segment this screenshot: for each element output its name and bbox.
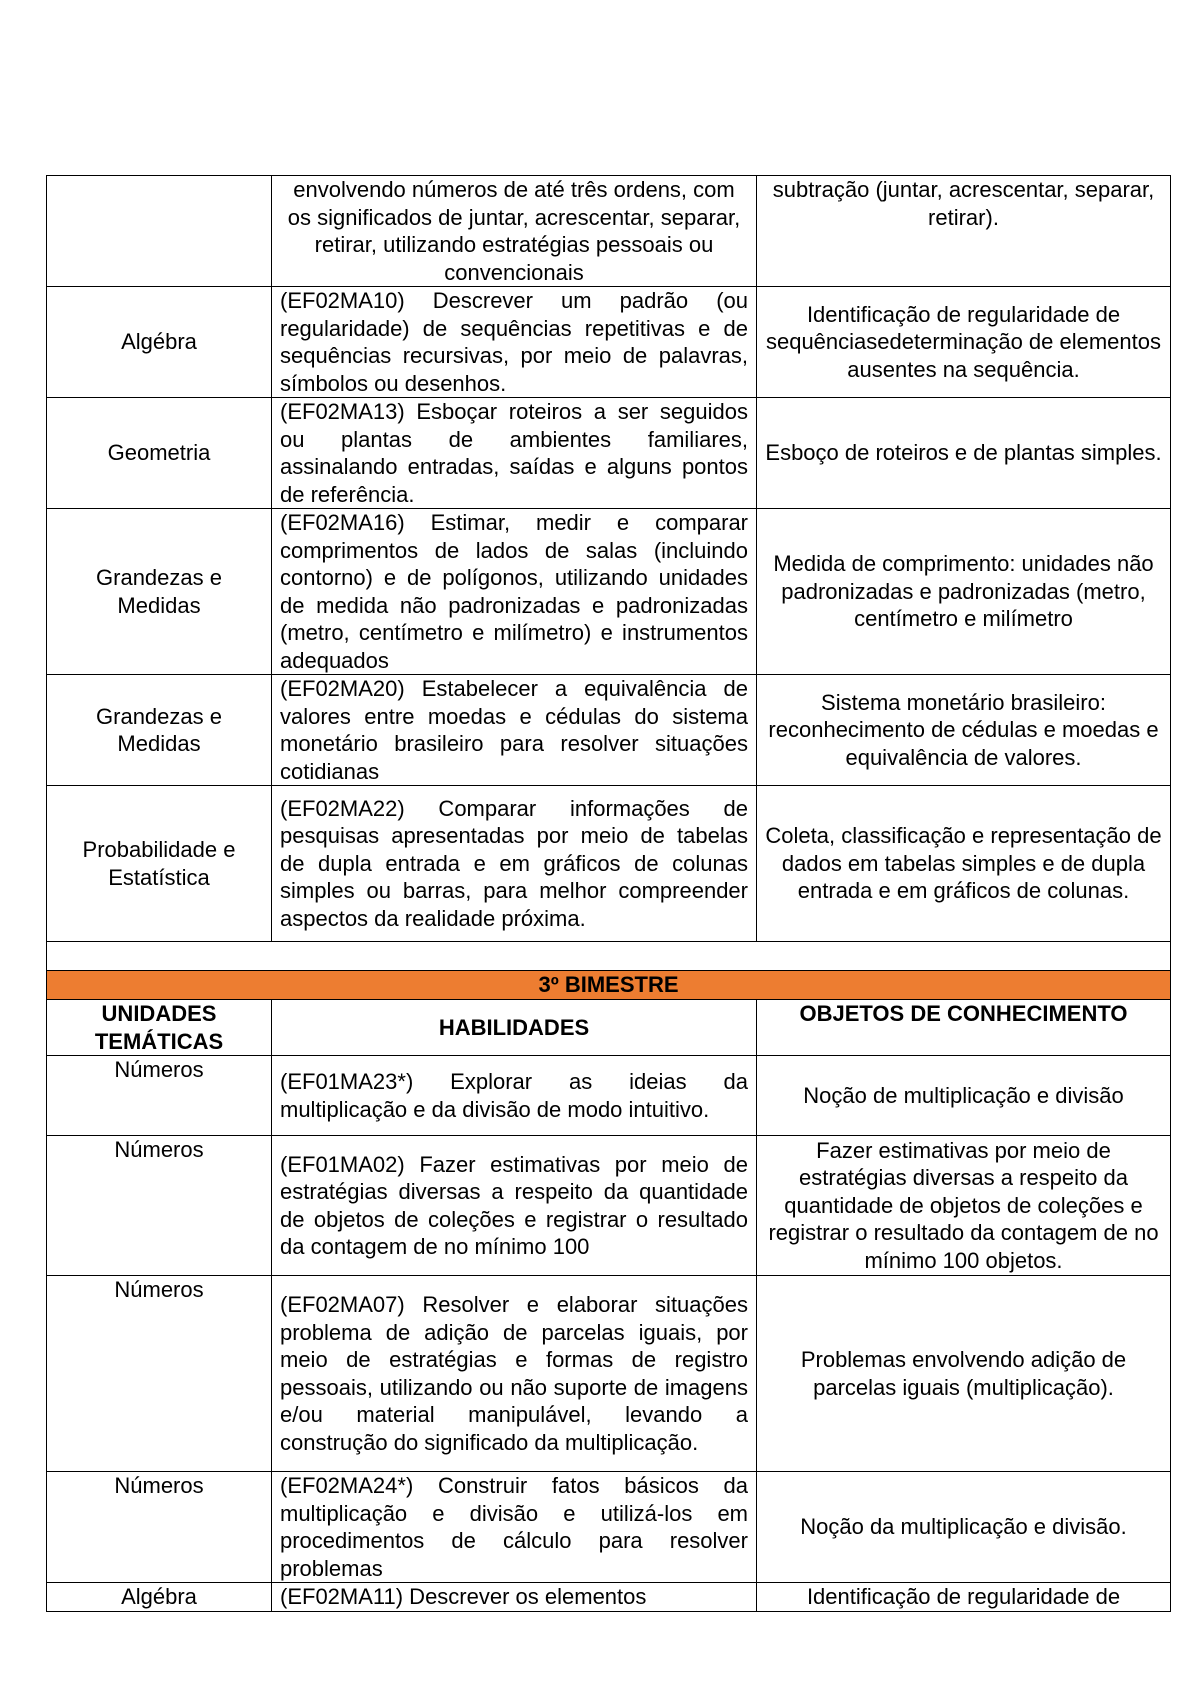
skill-cell: (EF02MA24*) Construir fatos básicos da multiplicação e divisão e utilizá-los em procedimentos de cálculo para resolver problemas [272, 1472, 757, 1583]
object-cell: Fazer estimativas por meio de estratégias diversas a respeito da quantidade de objetos de coleções e registrar o resultado da contagem de no mínimo 100 objetos. [757, 1136, 1171, 1276]
unit-cell [47, 176, 272, 287]
skill-cell: (EF02MA10) Descrever um padrão (ou regularidade) de sequências repetitivas e de sequências recursivas, por meio de palavras, símbolos ou desenhos. [272, 287, 757, 398]
skill-cell: (EF02MA07) Resolver e elaborar situações problema de adição de parcelas iguais, por meio de estratégias e formas de registro pessoais, utilizando ou não suporte de imagens e/ou material manipulável, levando a construção do significado da multiplicação. [272, 1276, 757, 1472]
table-row [47, 509, 1171, 675]
unit-cell: Números [47, 1472, 272, 1583]
table-row [47, 1056, 1171, 1136]
table-row [47, 675, 1171, 786]
spacer-row [47, 942, 1171, 971]
skill-cell: (EF01MA23*) Explorar as ideias da multiplicação e da divisão de modo intuitivo. [272, 1056, 757, 1136]
unit-cell: Grandezas e Medidas [47, 509, 272, 675]
object-cell: Identificação de regularidade de sequênciasedeterminação de elementos ausentes na sequência. [757, 287, 1171, 398]
table-row [47, 1136, 1171, 1276]
object-cell: Sistema monetário brasileiro: reconhecimento de cédulas e moedas e equivalência de valores. [757, 675, 1171, 786]
object-cell: Problemas envolvendo adição de parcelas iguais (multiplicação). [757, 1276, 1171, 1472]
skill-cell: (EF02MA13) Esboçar roteiros a ser seguidos ou plantas de ambientes familiares, assinalando entradas, saídas e alguns pontos de referência. [272, 398, 757, 509]
unit-cell: Algébra [47, 1583, 272, 1612]
object-cell: Esboço de roteiros e de plantas simples. [757, 398, 1171, 509]
unit-cell: Probabilidade e Estatística [47, 786, 272, 942]
unit-cell: Números [47, 1136, 272, 1276]
header-row [47, 1000, 1171, 1056]
skill-cell: (EF02MA16) Estimar, medir e comparar comprimentos de lados de salas (incluindo contorno) e de polígonos, utilizando unidades de medida não padronizadas e padronizadas (metro, centímetro e milímetro) e instrumentos adequados [272, 509, 757, 675]
header-unit: UNIDADES TEMÁTICAS [47, 1000, 272, 1056]
object-cell: Noção da multiplicação e divisão. [757, 1472, 1171, 1583]
table-row [47, 1583, 1171, 1612]
object-cell: Coleta, classificação e representação de dados em tabelas simples e de dupla entrada e em gráficos de colunas. [757, 786, 1171, 942]
skill-cell: (EF01MA02) Fazer estimativas por meio de estratégias diversas a respeito da quantidade de objetos de coleções e registrar o resultado da contagem de no mínimo 100 [272, 1136, 757, 1276]
spacer-cell [47, 942, 1171, 971]
table-row [47, 1472, 1171, 1583]
header-skill: HABILIDADES [272, 1000, 757, 1056]
unit-cell: Números [47, 1276, 272, 1472]
unit-cell: Grandezas e Medidas [47, 675, 272, 786]
skill-cell: (EF02MA22) Comparar informações de pesquisas apresentadas por meio de tabelas de dupla entrada e em gráficos de colunas simples ou barras, para melhor compreender aspectos da realidade próxima. [272, 786, 757, 942]
unit-cell: Números [47, 1056, 272, 1136]
curriculum-table [46, 175, 1171, 1612]
object-cell: Identificação de regularidade de [757, 1583, 1171, 1612]
skill-cell: envolvendo números de até três ordens, com os significados de juntar, acrescentar, separar, retirar, utilizando estratégias pessoais ou convencionais [272, 176, 757, 287]
skill-cell: (EF02MA20) Estabelecer a equivalência de valores entre moedas e cédulas do sistema monetário brasileiro para resolver situações cotidianas [272, 675, 757, 786]
table-row [47, 287, 1171, 398]
unit-cell: Geometria [47, 398, 272, 509]
object-cell: Medida de comprimento: unidades não padronizadas e padronizadas (metro, centímetro e milímetro [757, 509, 1171, 675]
table-row [47, 176, 1171, 287]
skill-cell: (EF02MA11) Descrever os elementos [272, 1583, 757, 1612]
bimester-row [47, 971, 1171, 1000]
unit-cell: Algébra [47, 287, 272, 398]
table-row [47, 398, 1171, 509]
object-cell: Noção de multiplicação e divisão [757, 1056, 1171, 1136]
bimester-title: 3º BIMESTRE [47, 971, 1171, 1000]
header-object: OBJETOS DE CONHECIMENTO [757, 1000, 1171, 1056]
table-row [47, 1276, 1171, 1472]
table-row [47, 786, 1171, 942]
object-cell: subtração (juntar, acrescentar, separar, retirar). [757, 176, 1171, 287]
